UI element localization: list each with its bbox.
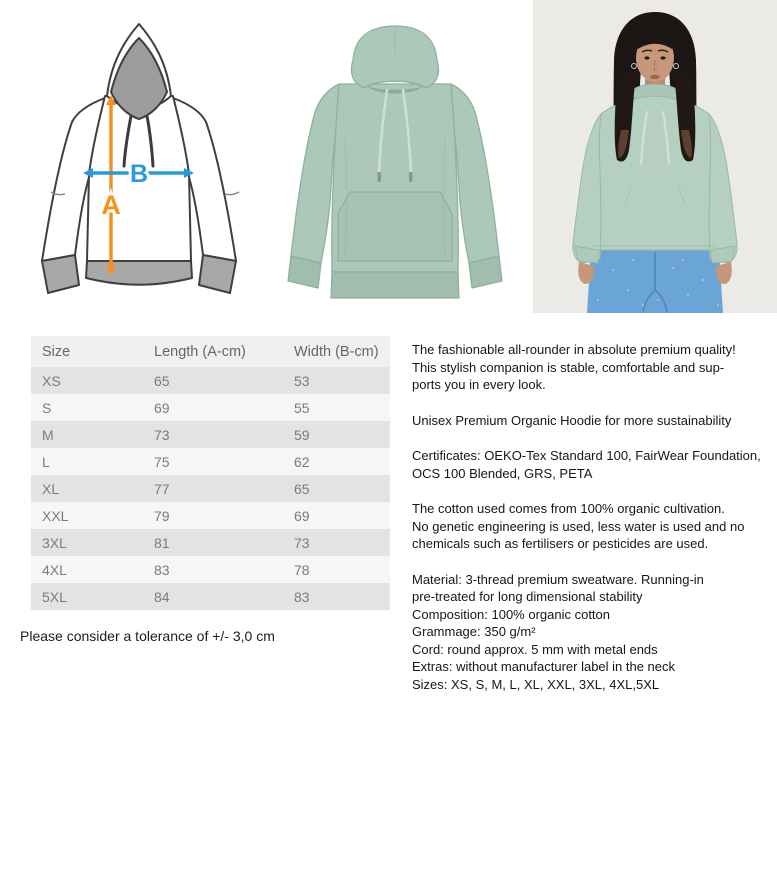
description-paragraph <box>412 412 774 430</box>
cell-size: L <box>42 453 50 470</box>
cell-length: 83 <box>154 561 170 578</box>
column-header-width: Width (B-cm) <box>294 343 379 360</box>
text-line: Extras: without manufacturer label in the neck <box>412 659 676 674</box>
cell-width: 53 <box>294 372 310 389</box>
product-photo-image <box>275 18 515 318</box>
cell-length: 73 <box>154 426 170 443</box>
table-row <box>31 367 390 394</box>
lips <box>650 75 660 79</box>
table-row <box>31 421 390 448</box>
torso <box>592 96 717 250</box>
text-line: pre-treated for long dimensional stability <box>412 589 643 604</box>
eye-left <box>644 56 649 59</box>
text-line: OCS 100 Blended, GRS, PETA <box>412 465 593 481</box>
table-row <box>31 448 390 475</box>
product-description <box>412 341 774 693</box>
eye-right <box>660 56 665 59</box>
table-header-row <box>31 336 390 367</box>
size-diagram-image <box>27 8 267 313</box>
table-row <box>31 529 390 556</box>
measure-a-label: A <box>101 190 121 220</box>
text-line: The fashionable all-rounder in absolute premium quality! <box>412 342 736 357</box>
text-line: The cotton used comes from 100% organic cultivation. <box>412 501 725 516</box>
cell-width: 62 <box>294 453 310 470</box>
cell-size: 5XL <box>42 588 67 605</box>
description-paragraph <box>412 500 774 553</box>
aglet-left <box>378 172 382 182</box>
hem-band <box>331 272 459 298</box>
cell-length: 65 <box>154 372 170 389</box>
cell-size: 4XL <box>42 561 67 578</box>
description-paragraph <box>412 341 774 394</box>
column-header-length: Length (A-cm) <box>154 343 246 360</box>
table-row <box>31 475 390 502</box>
cell-width: 69 <box>294 507 310 524</box>
measure-b-label: B <box>129 160 149 188</box>
model-wearing-hoodie <box>533 0 777 313</box>
size-chart-table <box>31 336 390 610</box>
cell-width: 73 <box>294 534 310 551</box>
kangaroo-pocket <box>338 192 452 261</box>
text-line: Sizes: XS, S, M, L, XL, XXL, 3XL, 4XL,5XL <box>412 676 660 692</box>
model-photo-image <box>533 0 777 318</box>
cell-size: S <box>42 399 52 416</box>
description-paragraph <box>412 447 774 482</box>
cell-size: XS <box>42 372 61 389</box>
table-row <box>31 556 390 583</box>
table-row <box>31 502 390 529</box>
cuff-right <box>199 255 236 293</box>
cell-width: 83 <box>294 588 310 605</box>
column-header-size: Size <box>42 343 71 360</box>
table-row <box>31 583 390 610</box>
cell-length: 84 <box>154 588 170 605</box>
elbow-mark-right <box>225 192 239 195</box>
text-line: Grammage: 350 g/m² <box>412 624 536 639</box>
text-line: This stylish companion is stable, comfortable and sup- <box>412 359 725 375</box>
cell-size: XL <box>42 480 60 497</box>
text-line: Material: 3-thread premium sweatware. Running-in <box>412 571 704 587</box>
cell-width: 59 <box>294 426 310 443</box>
cell-length: 77 <box>154 480 170 497</box>
description-paragraph <box>412 571 774 694</box>
text-line: Unisex Premium Organic Hoodie for more sustainability <box>412 412 732 428</box>
cell-size: XXL <box>42 507 69 524</box>
cell-size: 3XL <box>42 534 67 551</box>
cell-width: 65 <box>294 480 310 497</box>
text-line: ports you in every look. <box>412 377 546 392</box>
hood-inner <box>111 38 167 119</box>
cell-width: 78 <box>294 561 310 578</box>
text-line: No genetic engineering is used, less water is used and no <box>412 518 745 534</box>
cell-length: 79 <box>154 507 170 524</box>
cell-length: 75 <box>154 453 170 470</box>
hoodie-line-drawing <box>27 8 267 308</box>
cuff-left <box>42 255 79 293</box>
text-line: Cord: round approx. 5 mm with metal ends <box>412 641 658 657</box>
text-line: Certificates: OEKO-Tex Standard 100, FairWear Foundation, <box>412 448 761 463</box>
cell-length: 81 <box>154 534 170 551</box>
cell-length: 69 <box>154 399 170 416</box>
mint-hoodie-flat <box>275 18 515 313</box>
aglet-right <box>409 172 413 182</box>
cell-width: 55 <box>294 399 310 416</box>
text-line: chemicals such as fertilisers or pesticides are used. <box>412 536 709 551</box>
tolerance-note: Please consider a tolerance of +/- 3,0 cm <box>20 628 275 644</box>
text-line: Composition: 100% organic cotton <box>412 606 611 622</box>
hem-band <box>86 261 192 285</box>
table-row <box>31 394 390 421</box>
cell-size: M <box>42 426 54 443</box>
